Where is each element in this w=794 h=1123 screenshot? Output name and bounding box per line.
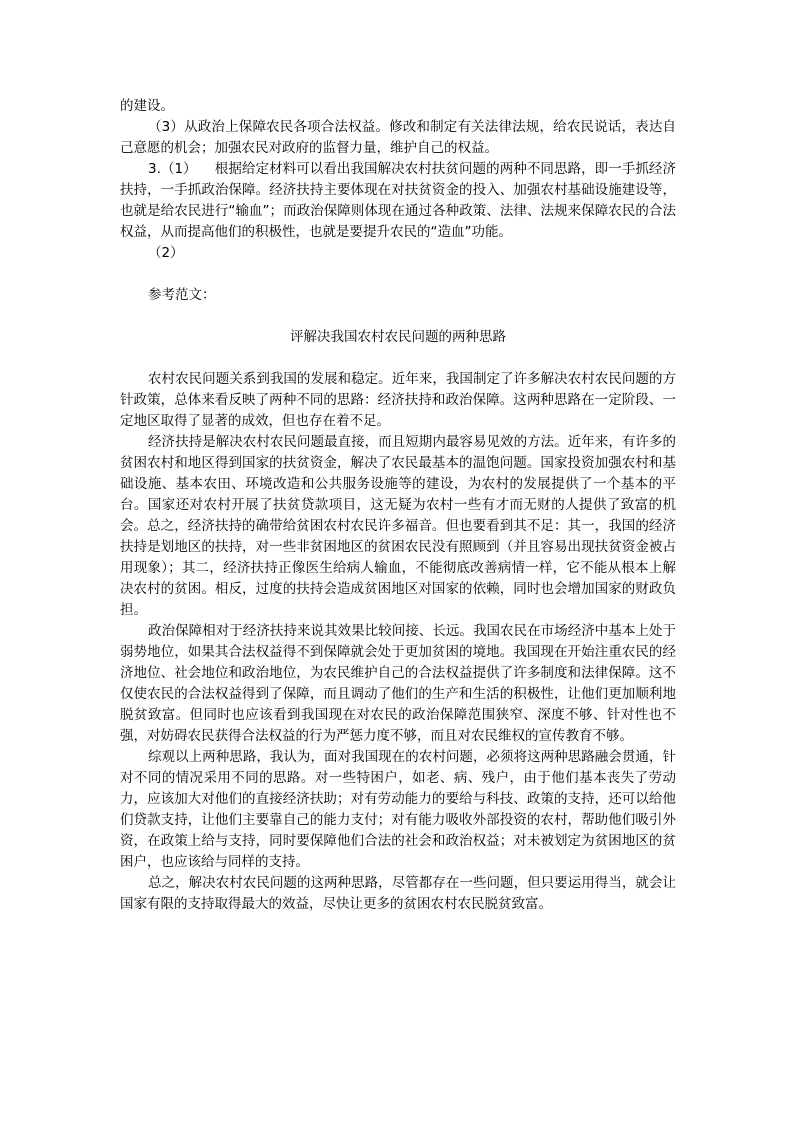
essay-paragraph: 综观以上两种思路，我认为，面对我国现在的农村问题，必须将这两种思路融会贯通，针对不同的情况采用不同的思路。对一些特困户，如老、病、残户，由于他们基本丧失了劳动力，应该加大对他们的直接经济扶助；对有劳动能力的要给与科技、政策的支持，还可以给他们贷款支持，让他们主要靠自己的能力支付；对有能力吸收外部投资的农村，帮助他们吸引外资，在政策上给与支持，同时要保障他们合法的社会和政治权益；对未被划定为贫困地区的贫困户，也应该给与同样的支持。 <box>120 749 676 870</box>
essay-title: 评解决我国农村农民问题的两种思路 <box>290 329 506 345</box>
item-3-1-label: 3.（1） <box>148 161 197 177</box>
item-3-1-text: 根据给定材料可以看出我国解决农村扶贫问题的两种不同思路，即一手抓经济扶持，一手抓政治保障。经济扶持主要体现在对扶贫资金的投入、加强农村基础设施建设等，也就是给农民进行“输血”；而政治保障则体现在通过各种政策、法律、法规来保障农民的合法权益，从而提高他们的积极性，也就是要提升农民的“造血”功能。 <box>120 161 676 240</box>
paragraph-item-3-2: （2） <box>148 245 184 261</box>
paragraph-item-3-1 <box>120 159 676 243</box>
paragraph-political-protection: （3）从政治上保障农民各项合法权益。修改和制定有关法律法规，给农民说话，表达自己意愿的机会；加强农民对政府的监督力量，维护自己的权益。 <box>120 119 676 156</box>
essay-paragraph: 总之，解决农村农民问题的这两种思路，尽管都存在一些问题，但只要运用得当，就会让国家有限的支持取得最大的效益，尽快让更多的贫困农村农民脱贫致富。 <box>120 875 676 912</box>
essay-paragraph: 经济扶持是解决农村农民问题最直接，而且短期内最容易见效的方法。近年来，有许多的贫困农村和地区得到国家的扶贫资金，解决了农民最基本的温饱问题。国家投资加强农村和基础设施、基本农田、环境改造和公共服务设施等的建设，为农村的发展提供了一个基本的平台。国家还对农村开展了扶贫贷款项目，这无疑为农村一些有才而无财的人提供了致富的机会。总之，经济扶持的确带给贫困农村农民许多福音。但也要看到其不足：其一，我国的经济扶持是划地区的扶持，对一些非贫困地区的贫困农民没有照顾到（并且容易出现扶贫资金被占用现象）；其二，经济扶持正像医生给病人输血，不能彻底改善病情一样，它不能从根本上解决农村的贫困。相反，过度的扶持会造成贫困地区对国家的依赖，同时也会增加国家的财政负担。 <box>120 434 676 618</box>
document-page <box>120 96 676 915</box>
reference-essay-label: 参考范文： <box>148 287 216 303</box>
essay-paragraph: 农村农民问题关系到我国的发展和稳定。近年来，我国制定了许多解决农村农民问题的方针政策，总体来看反映了两种不同的思路：经济扶持和政治保障。这两种思路在一定阶段、一定地区取得了显著的成效，但也存在着不足。 <box>120 371 676 429</box>
essay-paragraph: 政治保障相对于经济扶持来说其效果比较间接、长远。我国农民在市场经济中基本上处于弱势地位，如果其合法权益得不到保障就会处于更加贫困的境地。我国现在开始注重农民的经济地位、社会地位和政治地位，为农民维护自己的合法权益提供了许多制度和法律保障。这不仅使农民的合法权益得到了保障，而且调动了他们的生产和生活的积极性，让他们更加顺利地脱贫致富。但同时也应该看到我国现在对农民的政治保障范围狭窄、深度不够、针对性也不强，对妨碍农民获得合法权益的行为严惩力度不够，而且对农民维权的宣传教育不够。 <box>120 623 676 744</box>
paragraph-construction-end: 的建设。 <box>120 98 174 114</box>
